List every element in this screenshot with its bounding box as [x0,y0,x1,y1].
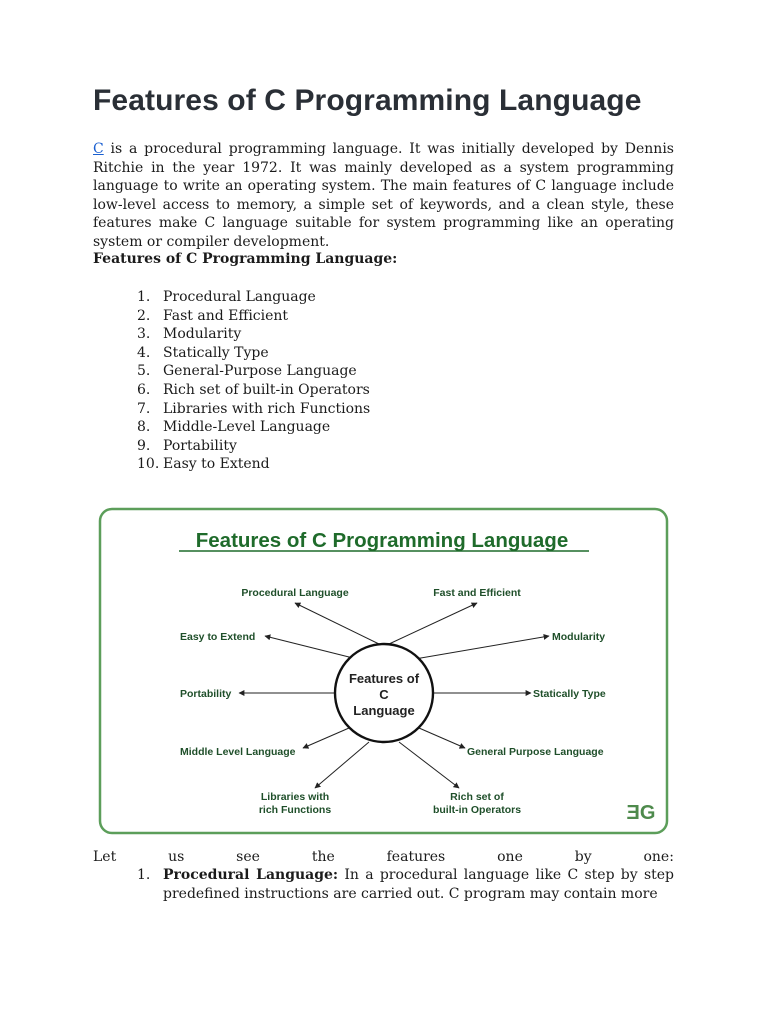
list-item-label: Procedural Language [163,289,316,305]
detail-term: Procedural Language: [163,867,339,883]
node-general-purpose-language: General Purpose Language [467,746,604,758]
let-us-see-line [93,848,674,867]
list-item-label: Fast and Efficient [163,307,289,324]
list-number: 5. [137,363,151,380]
list-item [137,455,370,474]
list-item [137,325,370,344]
list-item [137,418,370,437]
list-number: 9. [137,437,151,454]
center-label-line-3: Language [353,703,415,718]
node-statically-type: Statically Type [533,688,606,700]
node-middle-level-language: Middle Level Language [180,746,296,758]
list-item-label: Portability [163,437,237,454]
list-number: 4. [137,344,151,361]
list-item [137,307,370,326]
list-number: 3. [137,326,151,343]
word: see [236,849,260,865]
list-item [137,344,370,363]
list-number: 2. [137,307,151,324]
list-item-label: Rich set of built-in Operators [163,381,370,398]
geeksforgeeks-logo: ƎG [626,802,656,824]
word: the [311,849,335,865]
c-language-link[interactable]: C [93,141,104,157]
node-procedural-language: Procedural Language [241,587,349,599]
intro-text: is a procedural programming language. It was initially developed by Dennis Ritchie in the year 1972. It was mainly developed as a system programming language to write an operating system. The main features of C language include low-level access to memory, a simple set of keywords, and a clean style, these features make C language suitable for system programming like an operating system or compiler development. [93,141,674,250]
list-item-label: Statically Type [163,344,269,361]
list-item [137,400,370,419]
page-title: Features of C Programming Language [93,84,642,117]
word: one: [643,849,674,865]
node-portability: Portability [180,688,232,700]
node-libraries-line-1: Libraries with [260,791,330,803]
features-diagram [97,506,670,836]
list-item [137,362,370,381]
node-operators-line-1: Rich set of [450,791,504,803]
features-heading: Features of C Programming Language: [93,251,398,267]
list-item [137,437,370,456]
center-label-line-2: C [379,687,389,702]
word: by [574,849,592,865]
node-libraries-line-2: rich Functions [258,804,332,816]
node-operators-line-2: built-in Operators [432,804,522,816]
center-label-line-1: Features of [348,671,420,686]
detail-text: In a procedural language like C step by step predefined instructions are carried out. C program may contain more [163,867,675,902]
list-item-label: Libraries with rich Functions [163,400,371,417]
list-item [137,288,370,307]
list-number: 10. [137,456,160,473]
features-diagram-svg [97,506,670,836]
word: Let [93,849,117,865]
feature-list [137,288,370,474]
list-item [137,381,370,400]
node-fast-and-efficient: Fast and Efficient [433,587,521,599]
detail-body [163,866,674,903]
feature-detail-list [137,866,674,903]
node-modularity: Modularity [552,631,606,643]
diagram-title: Features of C Programming Language [195,529,569,552]
node-easy-to-extend: Easy to Extend [180,631,256,643]
list-item-label: Modularity [163,326,242,343]
list-number: 6. [137,381,151,398]
list-item-label: General-Purpose Language [163,363,357,380]
word: one [497,849,523,865]
list-number: 7. [137,400,151,417]
list-number: 8. [137,419,151,436]
word: us [168,849,185,865]
intro-paragraph [93,140,674,251]
list-item-label: Middle-Level Language [163,419,331,436]
list-item [137,866,674,903]
list-number: 1. [137,867,151,883]
list-item-label: Easy to Extend [163,456,270,473]
word: features [386,849,446,865]
list-number: 1. [137,289,151,305]
